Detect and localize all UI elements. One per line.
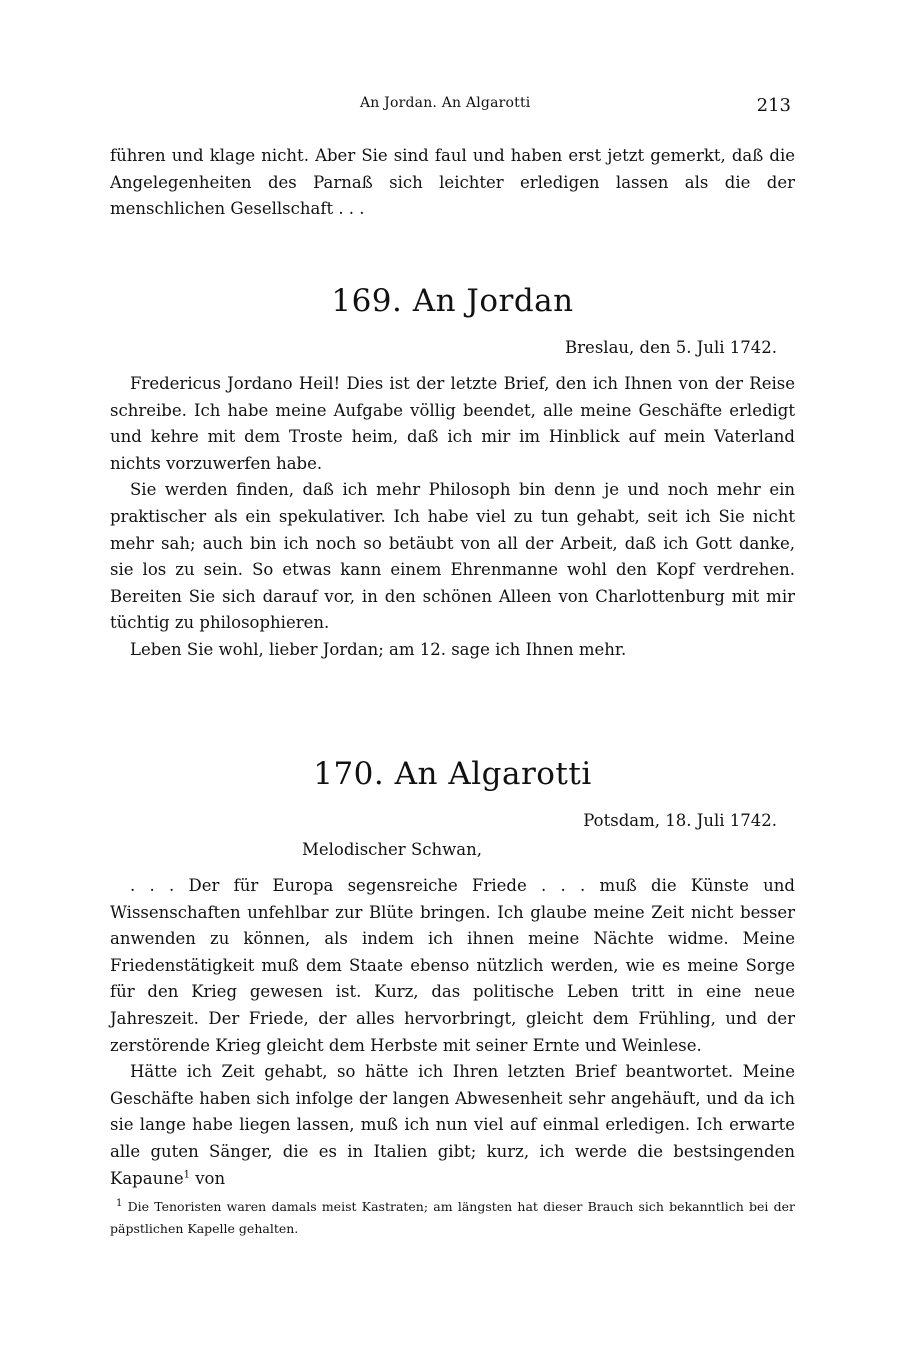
footnote: [110, 1196, 795, 1240]
paragraph: . . . Der für Europa segensreiche Friede . . . muß die Künste und Wissenschaften unfehlbar zur Blüte bringen. Ich glaube meine Zeit nicht besser anwenden zu können, als indem ich ihnen meine Nächte widme. Meine Friedenstätigkeit muß dem Staate ebenso nützlich werden, wie es meine Sorge für den Krieg gewesen ist. Kurz, das politische Leben tritt in eine neue Jahreszeit. Der Friede, der alles hervorbringt, gleicht dem Frühling, und der zerstörende Krieg gleicht dem Herbste mit seiner Ernte und Weinlese.: [110, 876, 795, 1055]
paragraph-text: Hätte ich Zeit gehabt, so hätte ich Ihren letzten Brief beantwortet. Meine Geschäfte haben sich infolge der langen Abwesenheit sehr angehäuft, und da ich sie lange habe liegen lassen, muß ich nun viel auf einmal erledigen. Ich erwarte alle guten Sänger, die es in Italien gibt; kurz, ich werde die bestsingenden Kapaune: [110, 1062, 795, 1188]
page-number: 213: [756, 95, 791, 116]
letter-heading: 170. An Algarotti: [313, 756, 592, 792]
paragraph: [110, 1059, 795, 1192]
running-title: An Jordan. An Algarotti: [360, 95, 531, 111]
paragraph: Fredericus Jordano Heil! Dies ist der letzte Brief, den ich Ihnen von der Reise schreibe. Ich habe meine Aufgabe völlig beendet, alle meine Geschäfte erledigt und kehre mit dem Troste heim, daß ich mir im Hinblick auf mein Vaterland nichts vorzuwerfen habe.: [110, 374, 795, 473]
dateline: Potsdam, 18. Juli 1742.: [583, 811, 777, 830]
footnote-text: Die Tenoristen waren damals meist Kastraten; am längsten hat dieser Brauch sich bekanntlich bei der päpstlichen Kapelle gehalten.: [110, 1199, 795, 1236]
letter-heading: 169. An Jordan: [331, 283, 574, 319]
paragraph: Sie werden finden, daß ich mehr Philosoph bin denn je und noch mehr ein praktischer als ein spekulativer. Ich habe viel zu tun gehabt, seit ich Sie nicht mehr sah; auch bin ich noch so betäubt von all der Arbeit, daß ich Gott danke, sie los zu sein. So etwas kann einem Ehrenmanne wohl den Kopf verdrehen. Bereiten Sie sich darauf vor, in den schönen Alleen von Charlottenburg mit mir tüchtig zu philosophieren.: [110, 480, 795, 633]
paragraph: Leben Sie wohl, lieber Jordan; am 12. sage ich Ihnen mehr.: [130, 639, 627, 659]
intro-block: [110, 143, 795, 223]
running-head: [110, 95, 795, 119]
footnote-ref: 1: [183, 1169, 190, 1181]
salutation: Melodischer Schwan,: [302, 840, 482, 859]
letter-body: [110, 873, 795, 1192]
book-page: [110, 0, 795, 1360]
dateline: Breslau, den 5. Juli 1742.: [565, 338, 777, 357]
footnote-marker: 1: [116, 1197, 123, 1209]
letter-body: [110, 371, 795, 664]
paragraph-continuation: von: [189, 1168, 226, 1188]
intro-paragraph: führen und klage nicht. Aber Sie sind faul und haben erst jetzt gemerkt, daß die Angelegenheiten des Parnaß sich leichter erledigen lassen als die der menschlichen Gesellschaft . . .: [110, 146, 795, 219]
